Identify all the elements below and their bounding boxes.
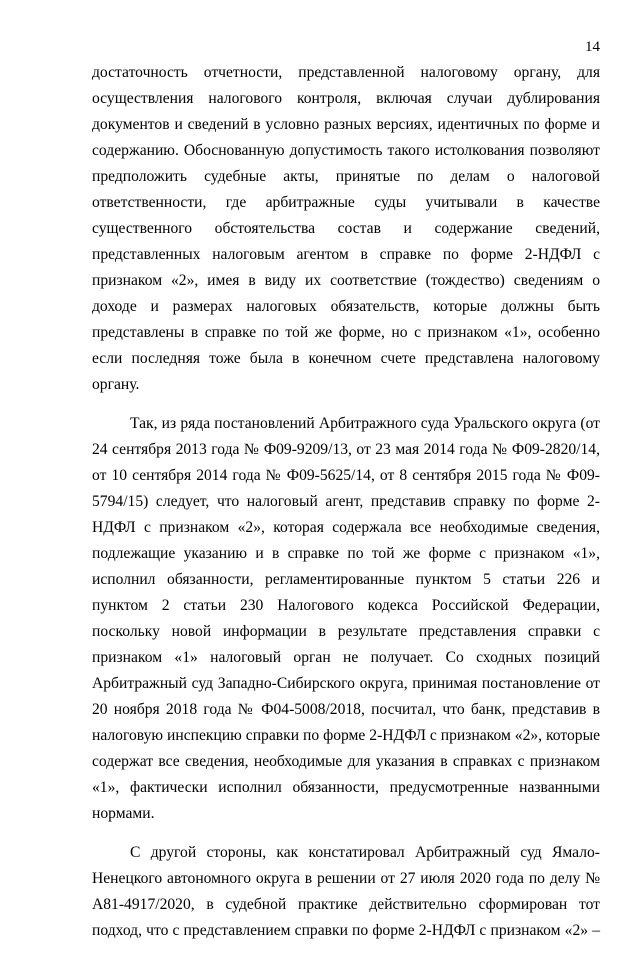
paragraph-yamal-court: С другой стороны, как констатировал Арбитражный суд Ямало-Ненецкого автономного округа в решении от 27 июля 2020 года по делу № А81-4917/2020, в судебной практике действительно сформирован тот подход, что с представлением справки по форме 2-НДФЛ с признаком «2» – — [92, 844, 600, 939]
page-number: 14 — [585, 39, 600, 55]
document-body — [92, 60, 600, 957]
paragraph-continuation: достаточность отчетности, представленной налоговому органу, для осуществления налогового контроля, включая случаи дублирования документов и сведений в условно разных версиях, идентичных по форме и содержанию. Обоснованную допустимость такого истолкования позволяют предположить судебные акты, принятые по делам о налоговой ответственности, где арбитражные суды учитывали в качестве существенного обстоятельства состав и содержание сведений, представленных налоговым агентом в справке по форме 2-НДФЛ с признаком «2», имея в виду их соответствие (тождество) сведениям о доходе и размерах налоговых обязательств, которые должны быть представлены в справке по той же форме, но с признаком «1», особенно если последняя тоже была в конечном счете представлена налоговому органу. — [92, 64, 600, 393]
paragraph-ural-district: Так, из ряда постановлений Арбитражного суда Уральского округа (от 24 сентября 2013 года № Ф09-9209/13, от 23 мая 2014 года № Ф09-2820/14, от 10 сентября 2014 года № Ф09-5625/14, от 8 сентября 2015 года № Ф09-5794/15) следует, что налоговый агент, представив справку по форме 2-НДФЛ с признаком «2», которая содержала все необходимые сведения, подлежащие указанию и в справке по той же форме с признаком «1», исполнил обязанности, регламентированные пунктом 5 статьи 226 и пунктом 2 статьи 230 Налогового кодекса Российской Федерации, поскольку новой информации в результате представления справки с признаком «1» налоговый орган не получает. Со сходных позиций Арбитражный суд Западно-Сибирского округа, принимая постановление от 20 ноября 2018 года № Ф04-5008/2018, посчитал, что банк, представив в налоговую инспекцию справки по форме 2-НДФЛ с признаком «2», которые содержат все сведения, необходимые для указания в справках с признаком «1», фактически исполнил обязанности, предусмотренные названными нормами. — [92, 415, 600, 822]
